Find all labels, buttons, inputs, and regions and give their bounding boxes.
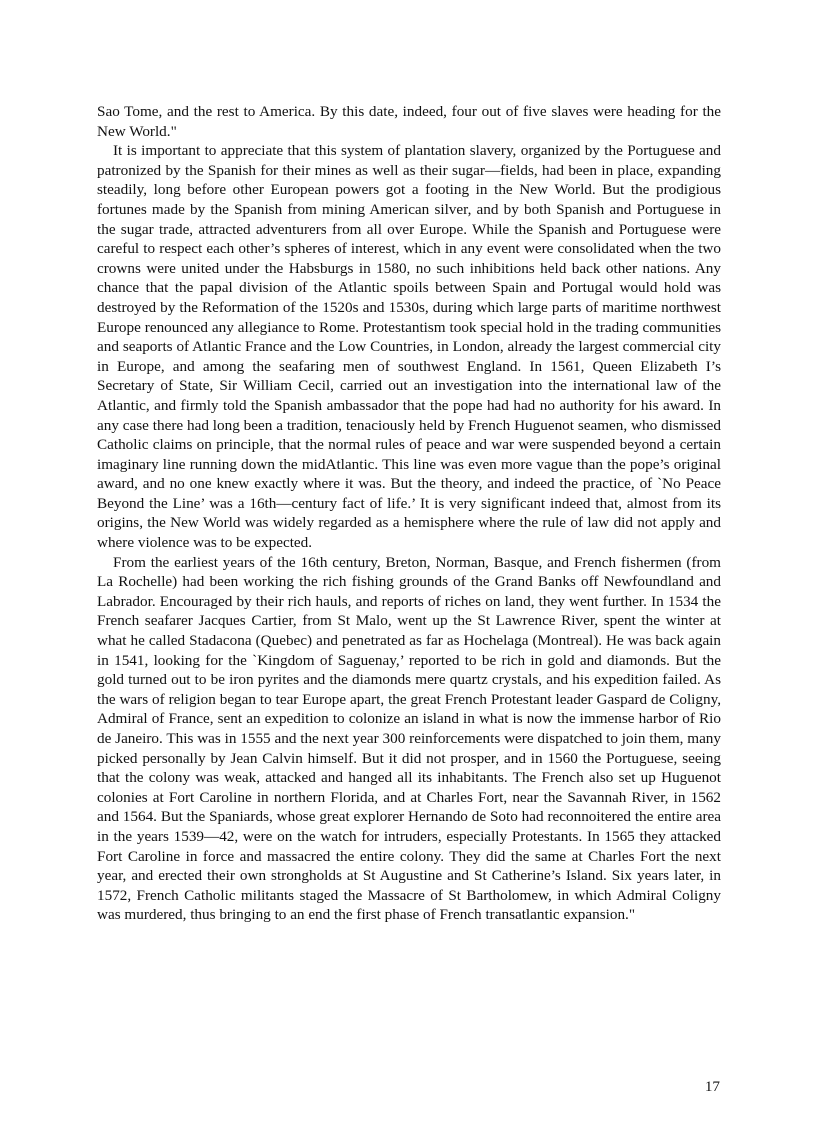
paragraph-3: From the earliest years of the 16th century, Breton, Norman, Basque, and French fishermen (from La Rochelle) had been working the rich fishing grounds of the Grand Banks off Newfoundland and Labrador. Encouraged by their rich hauls, and reports of riches on land, they went further. In 1534 the French seafarer Jacques Cartier, from St Malo, went up the St Lawrence River, spent the winter at what he called Stadacona (Quebec) and penetrated as far as Hochelaga (Montreal). He was back again in 1541, looking for the `Kingdom of Saguenay,’ reported to be rich in gold and diamonds. But the gold turned out to be iron pyrites and the diamonds mere quartz crystals, and his expedition failed. As the wars of religion began to tear Europe apart, the great French Protestant leader Gaspard de Coligny, Admiral of France, sent an expedition to colonize an island in what is now the immense harbor of Rio de Janeiro. This was in 1555 and the next year 300 reinforcements were dispatched to join them, many picked personally by Jean Calvin himself. But it did not prosper, and in 1560 the Portuguese, seeing that the colony was weak, attacked and hanged all its inhabitants. The French also set up Huguenot colonies at Fort Caroline in northern Florida, and at Charles Fort, near the Savannah River, in 1562 and 1564. But the Spaniards, whose great explorer Hernando de Soto had reconnoitered the entire area in the years 1539—42, were on the watch for intruders, especially Protestants. In 1565 they attacked Fort Caroline in force and massacred the entire colony. They did the same at Charles Fort the next year, and erected their own strongholds at St Augustine and St Catherine’s Island. Six years later, in 1572, French Catholic militants staged the Massacre of St Bartholomew, in which Admiral Coligny was murdered, thus bringing to an end the first phase of French transatlantic expansion." <box>97 553 721 924</box>
page-number: 17 <box>704 1078 720 1095</box>
body-text <box>97 102 721 925</box>
paragraph-1: Sao Tome, and the rest to America. By this date, indeed, four out of five slaves were heading for the New World." <box>97 103 721 140</box>
paragraph-2: It is important to appreciate that this system of plantation slavery, organized by the Portuguese and patronized by the Spanish for their mines as well as their sugar—fields, had been in place, expanding steadily, long before other European powers got a footing in the New World. But the prodigious fortunes made by the Spanish from mining American silver, and by both Spanish and Portuguese in the sugar trade, attracted adventurers from all over Europe. While the Spanish and Portuguese were careful to respect each other’s spheres of interest, which in any event were consolidated when the two crowns were united under the Habsburgs in 1580, no such inhibitions held back other nations. Any chance that the papal division of the Atlantic spoils between Spain and Portugal would hold was destroyed by the Reformation of the 1520s and 1530s, during which large parts of maritime northwest Europe renounced any allegiance to Rome. Protestantism took special hold in the trading communities and seaports of Atlantic France and the Low Countries, in London, already the largest commercial city in Europe, and among the seafaring men of southwest England. In 1561, Queen Elizabeth I’s Secretary of State, Sir William Cecil, carried out an investigation into the international law of the Atlantic, and firmly told the Spanish ambassador that the pope had had no authority for his award. In any case there had long been a tradition, tenaciously held by French Huguenot seamen, who dismissed Catholic claims on principle, that the normal rules of peace and war were suspended beyond a certain imaginary line running down the midAtlantic. This line was even more vague than the pope’s original award, and no one knew exactly where it was. But the theory, and indeed the practice, of `No Peace Beyond the Line’ was a 16th—century fact of life.’ It is very significant indeed that, almost from its origins, the New World was widely regarded as a hemisphere where the rule of law did not apply and where violence was to be expected. <box>97 142 721 552</box>
